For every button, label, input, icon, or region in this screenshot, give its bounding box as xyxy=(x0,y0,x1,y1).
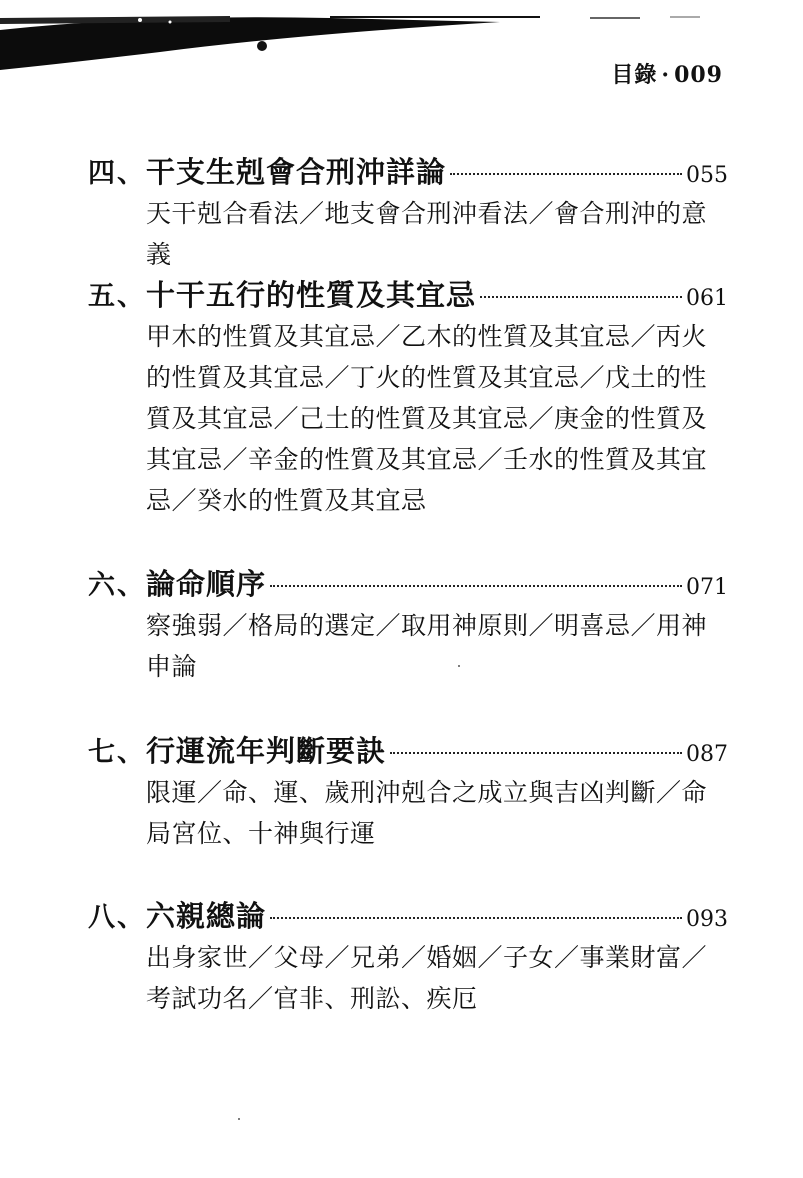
header-title: 目錄 xyxy=(611,62,658,88)
dot-leader xyxy=(390,752,682,754)
scan-speck xyxy=(238,1118,240,1120)
entry-heading[interactable] xyxy=(88,273,728,314)
toc-entry[interactable] xyxy=(88,729,728,854)
entry-page-number[interactable]: 055 xyxy=(686,163,728,188)
entry-heading[interactable] xyxy=(88,729,728,770)
toc-entry[interactable] xyxy=(88,150,728,275)
entry-number: 六、 xyxy=(88,570,146,601)
entry-subtopics: 出身家世／父母／兄弟／婚姻／子女／事業財富／考試功名／官非、刑訟、疾厄 xyxy=(146,943,708,1013)
entry-heading[interactable] xyxy=(88,894,728,935)
entry-title[interactable]: 行運流年判斷要訣 xyxy=(146,734,387,768)
entry-title[interactable]: 十干五行的性質及其宜忌 xyxy=(146,278,477,312)
dot-leader xyxy=(450,173,682,175)
entry-page-number[interactable]: 087 xyxy=(686,742,728,767)
entry-page-number[interactable]: 071 xyxy=(686,575,728,600)
entry-page-number[interactable]: 093 xyxy=(686,907,728,932)
header-separator: · xyxy=(661,62,671,88)
toc-entry[interactable] xyxy=(88,273,728,521)
entry-number: 七、 xyxy=(88,737,146,768)
entry-subtopics: 限運／命、運、歲刑沖剋合之成立與吉凶判斷／命局宮位、十神與行運 xyxy=(146,778,708,848)
entry-title[interactable]: 干支生剋會合刑沖詳論 xyxy=(146,155,447,189)
entry-heading[interactable] xyxy=(88,562,728,603)
entry-title[interactable]: 論命順序 xyxy=(146,567,267,601)
dot-leader xyxy=(270,917,682,919)
toc-entry[interactable] xyxy=(88,562,728,687)
entry-number: 五、 xyxy=(88,281,146,312)
scan-speck xyxy=(458,665,460,667)
entry-number: 八、 xyxy=(88,902,146,933)
entry-subtopics: 察強弱／格局的選定／取用神原則／明喜忌／用神申論 xyxy=(146,611,708,681)
page-header xyxy=(611,58,723,89)
header-page-number: 009 xyxy=(674,62,723,88)
entry-subtopics: 甲木的性質及其宜忌／乙木的性質及其宜忌／丙火的性質及其宜忌／丁火的性質及其宜忌／戊土的性質及其宜忌／己土的性質及其宜忌／庚金的性質及其宜忌／辛金的性質及其宜忌／壬水的性質及其宜忌／癸水的性質及其宜忌 xyxy=(146,322,708,515)
entry-number: 四、 xyxy=(88,158,146,189)
dot-leader xyxy=(480,296,682,298)
entry-heading[interactable] xyxy=(88,150,728,191)
toc-entry[interactable] xyxy=(88,894,728,1019)
dot-leader xyxy=(270,585,682,587)
entry-subtopics: 天干剋合看法／地支會合刑沖看法／會合刑沖的意義 xyxy=(146,199,708,269)
entry-page-number[interactable]: 061 xyxy=(686,286,728,311)
entry-title[interactable]: 六親總論 xyxy=(146,899,267,933)
